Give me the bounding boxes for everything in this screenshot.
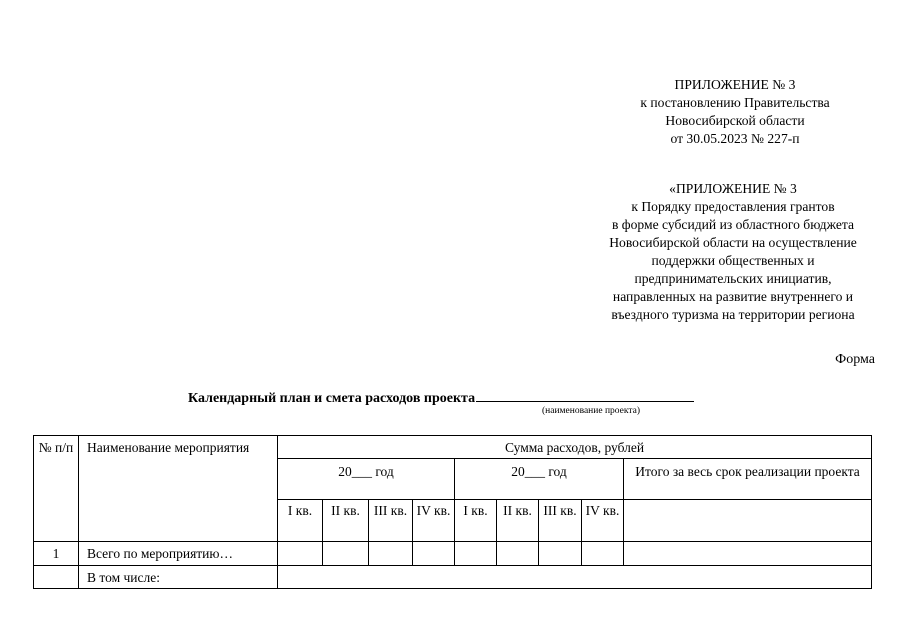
project-name-hint: (наименование проекта)	[542, 406, 641, 416]
quarter-header: III кв.	[369, 500, 413, 542]
quarter-header: III кв.	[539, 500, 582, 542]
header-num: № п/п	[34, 436, 79, 542]
appendix-line: предпринимательских инициатив,	[634, 271, 832, 286]
header-year-2: 20___ год	[455, 459, 624, 500]
amount-cell	[455, 542, 497, 566]
appendix-line: к Порядку предоставления грантов	[631, 199, 835, 214]
header-year-1: 20___ год	[278, 459, 455, 500]
quarter-header: II кв.	[497, 500, 539, 542]
row-event-name: В том числе:	[79, 566, 278, 589]
quarter-header: I кв.	[278, 500, 323, 542]
header-event-name: Наименование мероприятия	[79, 436, 278, 542]
appendix-line: поддержки общественных и	[651, 253, 815, 268]
form-label: Форма	[835, 352, 875, 367]
appendix-line: Новосибирской области на осуществление	[609, 235, 857, 250]
header-total: Итого за весь срок реализации проекта	[624, 459, 872, 500]
appendix-line: въездного туризма на территории региона	[611, 307, 855, 322]
appendix-line: от 30.05.2023 № 227-п	[670, 131, 800, 146]
quarter-header: I кв.	[455, 500, 497, 542]
appendix-line: в форме субсидий из областного бюджета	[611, 217, 854, 232]
amount-cell	[413, 542, 455, 566]
title-text: Календарный план и смета расходов проекта	[188, 391, 476, 406]
amount-cell	[323, 542, 369, 566]
appendix-line: ПРИЛОЖЕНИЕ № 3	[674, 77, 796, 92]
document-title	[188, 388, 694, 407]
quarter-header: IV кв.	[413, 500, 455, 542]
appendix-line: направленных на развитие внутреннего и	[612, 289, 854, 304]
row-num: 1	[34, 542, 79, 566]
amount-cell	[624, 542, 872, 566]
amount-cell	[369, 542, 413, 566]
quarter-header: IV кв.	[582, 500, 624, 542]
appendix-line: Новосибирской области	[665, 113, 805, 128]
amount-cell	[497, 542, 539, 566]
appendix-header	[595, 76, 875, 148]
appendix-order-header	[568, 180, 898, 324]
table-row	[34, 566, 872, 589]
amount-cell	[582, 542, 624, 566]
amount-cell	[539, 542, 582, 566]
amount-cell	[278, 566, 872, 589]
appendix-line: «ПРИЛОЖЕНИЕ № 3	[669, 181, 797, 196]
appendix-line: к постановлению Правительства	[640, 95, 830, 110]
header-sum: Сумма расходов, рублей	[278, 436, 872, 459]
quarter-header: II кв.	[323, 500, 369, 542]
row-event-name: Всего по мероприятию…	[79, 542, 278, 566]
amount-cell	[278, 542, 323, 566]
row-num	[34, 566, 79, 589]
budget-table	[33, 435, 872, 589]
empty-cell	[624, 500, 872, 542]
project-name-blank	[476, 388, 694, 402]
table-row	[34, 542, 872, 566]
